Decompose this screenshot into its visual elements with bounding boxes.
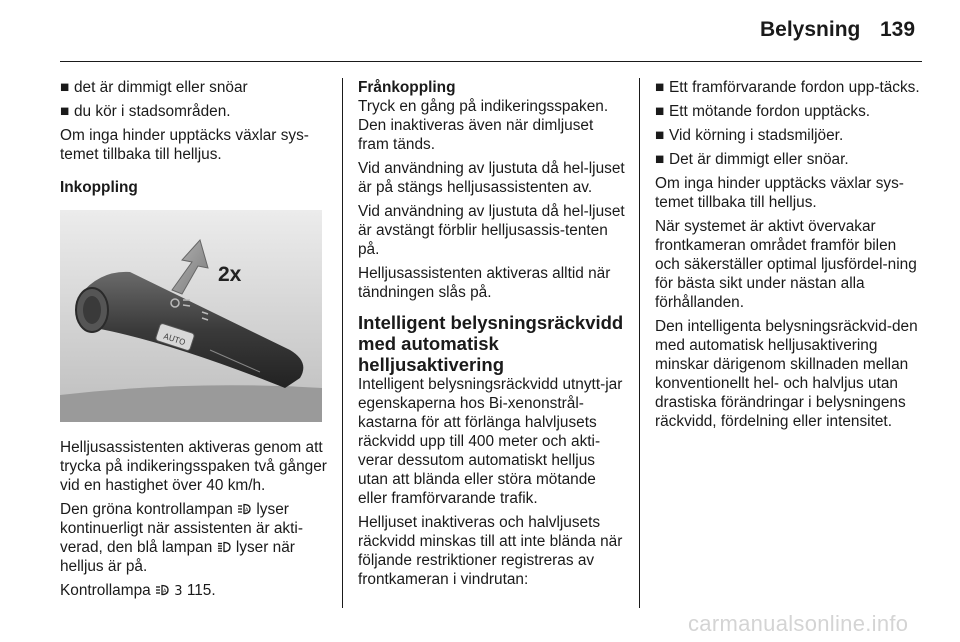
page-ref-link[interactable]: 115. [186, 582, 216, 599]
page-number: 139 [880, 18, 916, 41]
figure-label: 2x [218, 263, 242, 286]
paragraph: Om inga hinder upptäcks växlar sys-temet tillbaka till helljus. [655, 175, 904, 211]
svg-text:A: A [162, 588, 167, 595]
bullet-icon: ■ [655, 103, 665, 120]
subheading-frankoppling: Frånkoppling [358, 79, 456, 96]
paragraph: Kontrollampa A 3 115. [60, 582, 216, 599]
high-beam-assist-icon [155, 584, 170, 596]
bullet-item: ■ det är dimmigt eller snöar [60, 79, 248, 96]
paragraph: Tryck en gång på indikeringsspaken. Den inaktiveras även när dimljuset fram tänds. [358, 98, 609, 153]
subheading-inkoppling: Inkoppling [60, 179, 138, 196]
column-divider [342, 78, 343, 608]
column-2 [358, 78, 626, 594]
bullet-icon: ■ [655, 79, 665, 96]
high-beam-assist-icon [237, 503, 252, 515]
column-divider [639, 78, 640, 608]
bullet-item: ■ Vid körning i stadsmiljöer. [655, 127, 844, 144]
bullet-item: ■ Ett framförvarande fordon upp-täcks. [655, 79, 920, 96]
lever-illustration [60, 210, 322, 422]
bullet-icon: ■ [60, 79, 70, 96]
section-heading: Intelligent belysningsräckvidd med automatisk helljusaktivering [358, 312, 624, 375]
page-ref-icon[interactable]: 3 [174, 584, 183, 599]
bullet-icon: ■ [655, 151, 665, 168]
bullet-icon: ■ [655, 127, 665, 144]
paragraph: Helljuset inaktiveras och halvljusets räckvidd minskas till att inte blända när följande restriktioner registreras av frontkameran i vindrutan: [358, 514, 623, 588]
bullet-item: ■ du kör i stadsområden. [60, 103, 231, 120]
bullet-item: ■ Ett mötande fordon upptäcks. [655, 103, 871, 120]
watermark: carmanualsonline.info [688, 611, 909, 636]
svg-text:A: A [245, 507, 249, 514]
bullet-icon: ■ [60, 103, 70, 120]
svg-text:AUTO: AUTO [162, 331, 187, 348]
paragraph: Vid användning av ljustuta då hel-ljuset är på stängs helljusassistenten av. [358, 160, 625, 196]
bullet-item: ■ Det är dimmigt eller snöar. [655, 151, 849, 168]
column-1 [60, 78, 328, 606]
paragraph: Vid användning av ljustuta då hel-ljuset är avstängt förblir helljusassis-tenten på. [358, 203, 625, 258]
paragraph: Intelligent belysningsräckvidd utnytt-jar egenskaperna hos Bi-xenonstrål-kastarna för att förlänga halvljusets räckvidd upp till 400 meter och akti-verar dessutom automatiskt helljus utan att blända eller störa mötande eller framförvarande trafik. [358, 376, 623, 507]
paragraph: Om inga hinder upptäcks växlar sys-temet tillbaka till helljus. [60, 127, 309, 163]
paragraph: Helljusassistenten aktiveras alltid när tändningen slås på. [358, 265, 611, 301]
paragraph: Helljusassistenten aktiveras genom att trycka på indikeringsspaken två gånger vid en hastighet över 40 km/h. [60, 439, 327, 494]
column-3 [655, 78, 925, 436]
paragraph: När systemet är aktivt övervakar frontkameran området framför bilen och säkerställer optimal ljusfördel-ning för bästa sikt under nästan alla förhållanden. [655, 218, 917, 311]
header-rule [60, 61, 922, 62]
paragraph: Den intelligenta belysningsräckvid-den med automatisk helljusaktivering minskar därigenom skillnaden mellan konventionellt hel- och halvljus utan drastiska förändringar i belysningens räckvidd, fördelning eller intensitet. [655, 318, 918, 430]
paragraph: Den gröna kontrollampan A lyser kontinuerligt när assistenten är akti-verad, den blå lampan lyser när helljus är på. [60, 501, 303, 575]
high-beam-icon [217, 541, 232, 553]
page-title: Belysning [760, 18, 861, 41]
